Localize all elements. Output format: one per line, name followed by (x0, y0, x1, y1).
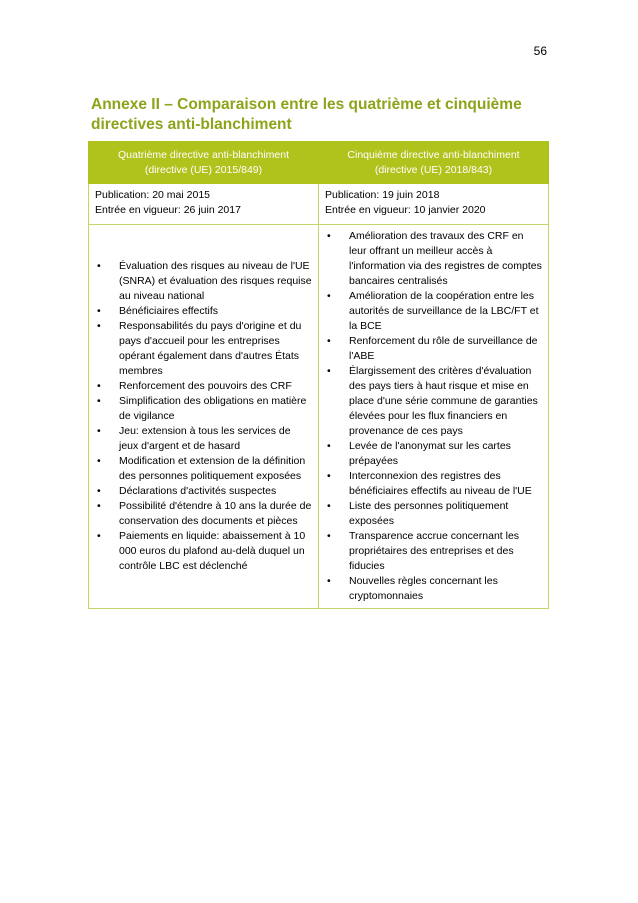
list-item: • Jeu: extension à tous les services de jeux d'argent et de hasard (95, 424, 312, 454)
header-fifth-directive (319, 142, 549, 184)
list-item: • Évaluation des risques au niveau de l'UE (SNRA) et évaluation des risques requise au niveau national (95, 259, 312, 304)
publication-fifth-directive (319, 184, 549, 225)
list-item: • Amélioration des travaux des CRF en leur offrant un meilleur accès à l'information via des registres de comptes bancaires centralisés (325, 229, 542, 289)
entry-into-force-date: Entrée en vigueur: 26 juin 2017 (95, 204, 241, 216)
list-item: • Modification et extension de la définition des personnes politiquement exposées (95, 454, 312, 484)
list-item: • Interconnexion des registres des bénéficiaires effectifs au niveau de l'UE (325, 469, 542, 499)
publication-row (89, 184, 549, 225)
page-number: 56 (533, 44, 547, 58)
fifth-directive-measures (319, 225, 549, 609)
header-fourth-directive-ref: (directive (UE) 2015/849) (144, 163, 263, 176)
fourth-directive-measure-list (95, 259, 312, 574)
fifth-directive-measure-list (325, 229, 542, 604)
list-item: • Élargissement des critères d'évaluation des pays tiers à haut risque et mise en place d'une série commune de garanties élevées pour les flux financiers en provenance de ces pays (325, 364, 542, 439)
list-item: • Paiements en liquide: abaissement à 10 000 euros du plafond au-delà duquel un contrôle LBC est déclenché (95, 529, 312, 574)
list-item: • Simplification des obligations en matière de vigilance (95, 394, 312, 424)
list-item: • Possibilité d'étendre à 10 ans la durée de conservation des documents et pièces (95, 499, 312, 529)
list-item: • Nouvelles règles concernant les cryptomonnaies (325, 574, 542, 604)
measures-row (89, 225, 549, 609)
publication-date: Publication: 20 mai 2015 (95, 189, 210, 201)
table-header-row (89, 142, 549, 184)
entry-into-force-date: Entrée en vigueur: 10 janvier 2020 (325, 204, 486, 216)
header-fifth-directive-name: Cinquième directive anti-blanchiment (347, 148, 520, 161)
publication-fourth-directive (89, 184, 319, 225)
list-item: • Transparence accrue concernant les propriétaires des entreprises et des fiducies (325, 529, 542, 574)
list-item: • Bénéficiaires effectifs (95, 304, 312, 319)
header-fourth-directive (89, 142, 319, 184)
header-fourth-directive-name: Quatrième directive anti-blanchiment (118, 148, 289, 161)
fourth-directive-measures (89, 225, 319, 609)
list-item: • Liste des personnes politiquement exposées (325, 499, 542, 529)
list-item: • Responsabilités du pays d'origine et du pays d'accueil pour les entreprises opérant également dans d'autres États membres (95, 319, 312, 379)
header-fifth-directive-ref: (directive (UE) 2018/843) (374, 163, 493, 176)
directive-comparison-table (88, 141, 549, 609)
publication-date: Publication: 19 juin 2018 (325, 189, 440, 201)
list-item: • Déclarations d'activités suspectes (95, 484, 312, 499)
annex-title: Annexe II – Comparaison entre les quatrième et cinquième directives anti-blanchiment (91, 96, 522, 133)
list-item: • Renforcement des pouvoirs des CRF (95, 379, 312, 394)
list-item: • Renforcement du rôle de surveillance de l'ABE (325, 334, 542, 364)
list-item: • Amélioration de la coopération entre les autorités de surveillance de la LBC/FT et la BCE (325, 289, 542, 334)
list-item: • Levée de l'anonymat sur les cartes prépayées (325, 439, 542, 469)
